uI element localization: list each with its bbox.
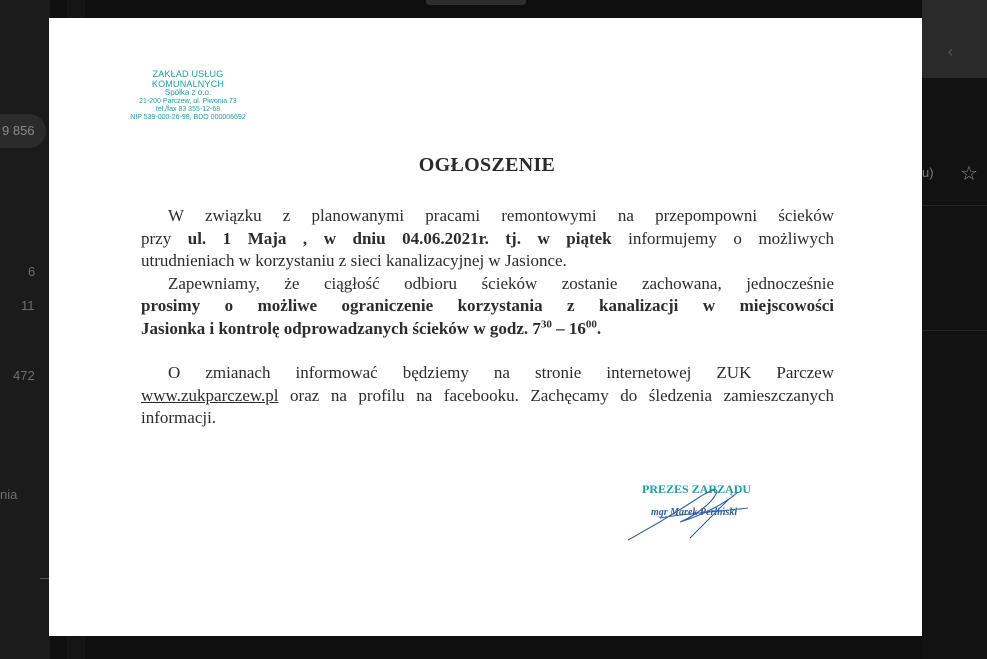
text-span: informujemy o możliwych <box>611 228 834 248</box>
signature-name: mgr Marek Perliński <box>651 507 738 518</box>
background-count: 6 <box>28 264 36 279</box>
text-line: O zmianach informować będziemy na stronie internetowej ZUK Parczew <box>168 363 834 382</box>
website-link[interactable]: www.zukparczew.pl <box>141 385 279 405</box>
stamp-line: Spółka z o.o. <box>164 88 212 98</box>
signature-title: PREZES ZARZĄDU <box>642 482 752 496</box>
background-label: nia <box>0 487 18 502</box>
text-line: utrudnieniach w korzystaniu z sieci kanalizacyjnej w Jasionce. <box>141 251 567 270</box>
text-line: Zapewniamy, że ciągłość odbioru ścieków zostanie zachowana, jednocześnie <box>168 273 834 293</box>
background-top-handle <box>426 0 526 5</box>
chevron-left-icon: ‹ <box>947 42 954 61</box>
stamp-line: 21-200 Parczew, ul. Piwonia 73 <box>139 98 237 106</box>
text-span: Jasionka i kontrolę odprowadzanych ścieków w godz. 7 <box>141 318 541 338</box>
company-stamp <box>118 69 258 122</box>
announcement-info <box>141 362 834 430</box>
text-span: – 16 <box>551 318 586 338</box>
stamp-line: NIP 539-000-26-98, BDO 000006692 <box>130 113 246 121</box>
time-superscript: 00 <box>585 317 597 330</box>
background-count: 11 <box>21 298 35 313</box>
background-left-panel <box>0 0 50 659</box>
star-outline-icon: ☆ <box>960 161 978 185</box>
text-span: . <box>596 318 602 338</box>
handwritten-signature <box>620 478 770 548</box>
text-span: przy <box>141 228 188 248</box>
background-divider <box>922 330 987 331</box>
text-line: W związku z planowanymi pracami remontowymi na przepompowni ścieków <box>168 206 834 225</box>
stamp-line: ZAKŁAD USŁUG KOMUNALNYCH <box>151 69 225 90</box>
street-name: ul. 1 Maja , <box>187 228 324 248</box>
text-line: prosimy o możliwe ograniczenie korzystania z kanalizacji w miejscowości <box>141 296 834 315</box>
background-right-text: u) <box>922 165 934 180</box>
signature-stroke <box>628 490 748 540</box>
background-count: 9 856 <box>2 123 35 138</box>
stamp-line: tel./fax 83 355-12-68 <box>155 105 221 113</box>
background-right-header <box>922 0 987 78</box>
date-text: w dniu 04.06.2021r. tj. w piątek <box>323 228 612 248</box>
text-line <box>141 228 834 251</box>
background-count: 472 <box>13 368 35 383</box>
document-title: OGŁOSZENIE <box>418 154 556 176</box>
time-superscript: 30 <box>540 317 552 330</box>
text-line <box>141 385 834 408</box>
announcement-body <box>141 205 834 340</box>
text-line <box>141 318 834 341</box>
text-line: informacji. <box>141 408 217 427</box>
background-divider <box>922 205 987 206</box>
text-span: oraz na profilu na facebooku. Zachęcamy do śledzenia zamieszczanych <box>278 385 834 405</box>
